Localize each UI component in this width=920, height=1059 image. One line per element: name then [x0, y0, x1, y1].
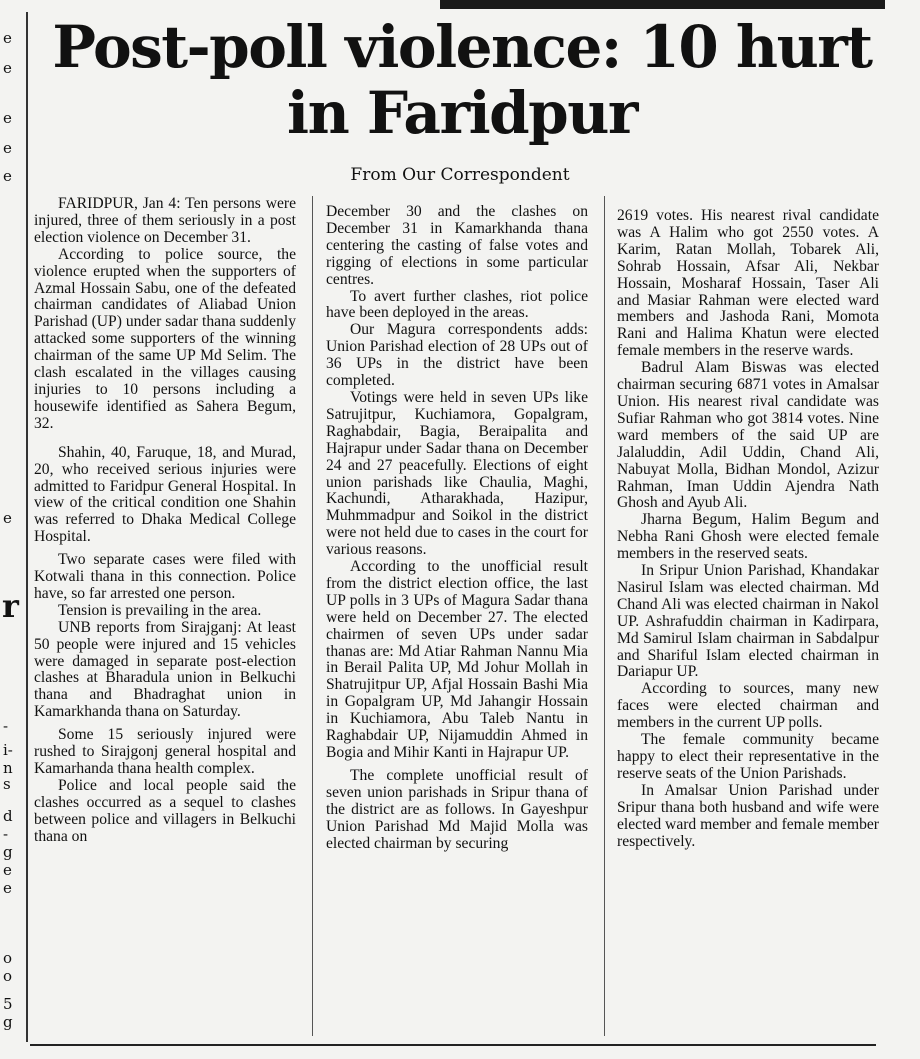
paragraph: Jharna Begum, Halim Begum and Nebha Rani Ghosh were elected female members in the reserved seats.: [617, 511, 879, 563]
article-column-1: [34, 196, 296, 846]
column-divider: [312, 196, 313, 1036]
paragraph: Votings were held in seven UPs like Satrujitpur, Kuchiamora, Gopalgram, Raghabdair, Bagia, Beraipalita and Hajrapur under Sadar thana on December 24 and 27 peacefully. Elections of eight union parishads like Chaulia, Maghi, Kachundi, Atharakhada, Hazipur, Muhmmadpur and Soikol in the district were not held due to cases in the court for various reasons.: [326, 388, 588, 559]
gutter-char: o: [3, 967, 13, 985]
paragraph: FARIDPUR, Jan 4: Ten persons were injured, three of them seriously in a post election violence on December 31.: [34, 195, 296, 246]
gutter-char: d: [3, 807, 13, 825]
gutter-char: e: [3, 509, 12, 527]
gutter-char: g: [3, 843, 13, 861]
paragraph: Two separate cases were filed with Kotwali thana in this connection. Police have, so far arrested one person.: [34, 551, 296, 602]
paragraph: According to police source, the violence erupted when the supporters of Azmal Hossain Sabu, one of the defeated chairman candidates of Aliabad Union Parishad (UP) under sadar thana suddenly attacked some supporters of the winning chairman of the same UP Md Selim. The clash escalated in the villages causing injuries to 10 persons including a housewife identified as Sahera Begum, 32.: [34, 245, 296, 432]
byline: From Our Correspondent: [350, 165, 570, 185]
headline-line-1: Post-poll violence: 10 hurt: [52, 13, 872, 81]
gutter-char: e: [3, 59, 12, 77]
headline: [32, 14, 892, 146]
adjacent-column-fragment: [0, 0, 26, 1059]
paragraph: Our Magura correspondents adds: Union Parishad election of 28 UPs out of 36 UPs in the district have been completed.: [326, 321, 588, 390]
paragraph: December 30 and the clashes on December 31 in Kamarkhanda thana centering the casting of false votes and rigging of elections in some particular centres.: [326, 203, 588, 288]
article-column-2: [326, 204, 588, 852]
paragraph: The female community became happy to elect their representative in the reserve seats of the Union Parishads.: [617, 731, 879, 782]
gutter-char: -: [3, 717, 9, 735]
gutter-char: g: [3, 1013, 13, 1031]
paragraph: Shahin, 40, Faruque, 18, and Murad, 20, who received serious injuries were admitted to Faridpur General Hospital. In view of the critical condition one Shahin was referred to Dhaka Medical College Hospital.: [34, 443, 296, 546]
gutter-char: e: [3, 139, 12, 157]
gutter-char: e: [3, 861, 12, 879]
paragraph: In Amalsar Union Parishad under Sripur thana both husband and wife were elected ward member and female member respectively.: [617, 781, 879, 850]
top-rule: [440, 0, 885, 9]
paragraph: Police and local people said the clashes occurred as a sequel to clashes between police and villagers in Belkuchi thana on: [34, 776, 296, 845]
gutter-char: o: [3, 949, 13, 967]
paragraph: Some 15 seriously injured were rushed to Sirajgonj general hospital and Kamarhanda thana health complex.: [34, 726, 296, 777]
paragraph: Tension is prevailing in the area.: [58, 601, 262, 619]
paragraph: 2619 votes. His nearest rival candidate was A Halim who got 2550 votes. A Karim, Ratan Mollah, Tobarek Ali, Sohrab Hossain, Afsar Ali, Nekbar Hossain, Mosharaf Hossain, Taser Ali and Masiar Rahman were elected ward members and Jashoda Rani, Momota Rani and Halima Khatun were elected female members in the reserve wards.: [617, 207, 879, 360]
gutter-char: 5: [3, 995, 13, 1013]
article-column-3: [617, 208, 879, 850]
gutter-char: i-: [3, 741, 13, 759]
gutter-char: e: [3, 29, 12, 47]
gutter-char: n: [3, 759, 13, 777]
gutter-char: e: [3, 109, 12, 127]
paragraph: Badrul Alam Biswas was elected chairman securing 6871 votes in Amalsar Union. His nearest rival candidate was Sufiar Rahman who got 3814 votes. Nine ward members of the said UP are Jalaluddin, Adil Uddin, Chand Ali, Nabuyat Molla, Bidhan Mondol, Azizur Rahman, Iman Uddin Ajendra Nath Ghosh and Ayub Ali.: [617, 359, 879, 512]
gutter-char: e: [3, 167, 12, 185]
gutter-char: r: [2, 587, 19, 625]
paragraph: According to the unofficial result from the district election office, the last UP polls in 3 UPs of Magura Sadar thana were held on December 27. The elected chairmen of seven UPs under sadar thanas are: Md Atiar Rahman Nannu Mia in Berail Palita UP, Md Johur Mollah in Shatrujitpur UP, Afjal Hossain Bashi Mia in Gopalgram UP, Md Jahangir Hossain in Kuchiamora, Abu Taleb Nantu in Raghabdair UP, Nijamuddin Ahmed in Bogia and Mihir Kanti in Hajrapur UP.: [326, 558, 588, 761]
paragraph: According to sources, many new faces were elected chairman and members in the current UP polls.: [617, 680, 879, 732]
paragraph: UNB reports from Sirajganj: At least 50 people were injured and 15 vehicles were damaged in separate post-election clashes at Bharadula union in Belkuchi thana and Bhadraghat union in Kamarkhanda thana on Saturday.: [34, 618, 296, 721]
paragraph: The complete unofficial result of seven union parishads in Sripur thana of the district are as follows. In Gayeshpur Union Parishad Md Majid Molla was elected chairman by securing: [326, 766, 588, 852]
bottom-rule: [30, 1044, 876, 1046]
left-column-rule: [26, 12, 28, 1042]
headline-line-2: in Faridpur: [287, 79, 637, 147]
gutter-char: -: [3, 825, 9, 843]
gutter-char: s: [3, 775, 11, 793]
gutter-char: e: [3, 879, 12, 897]
paragraph: To avert further clashes, riot police have been deployed in the areas.: [326, 287, 588, 322]
column-divider: [604, 196, 605, 1036]
paragraph: In Sripur Union Parishad, Khandakar Nasirul Islam was elected chairman. Md Chand Ali was elected chairman in Nakol UP. Ashrafuddin chairman in Kadirpara, Md Samirul Islam chairman in Sabdalpur and Shariful Islam elected chairman in Dariapur UP.: [617, 562, 879, 681]
